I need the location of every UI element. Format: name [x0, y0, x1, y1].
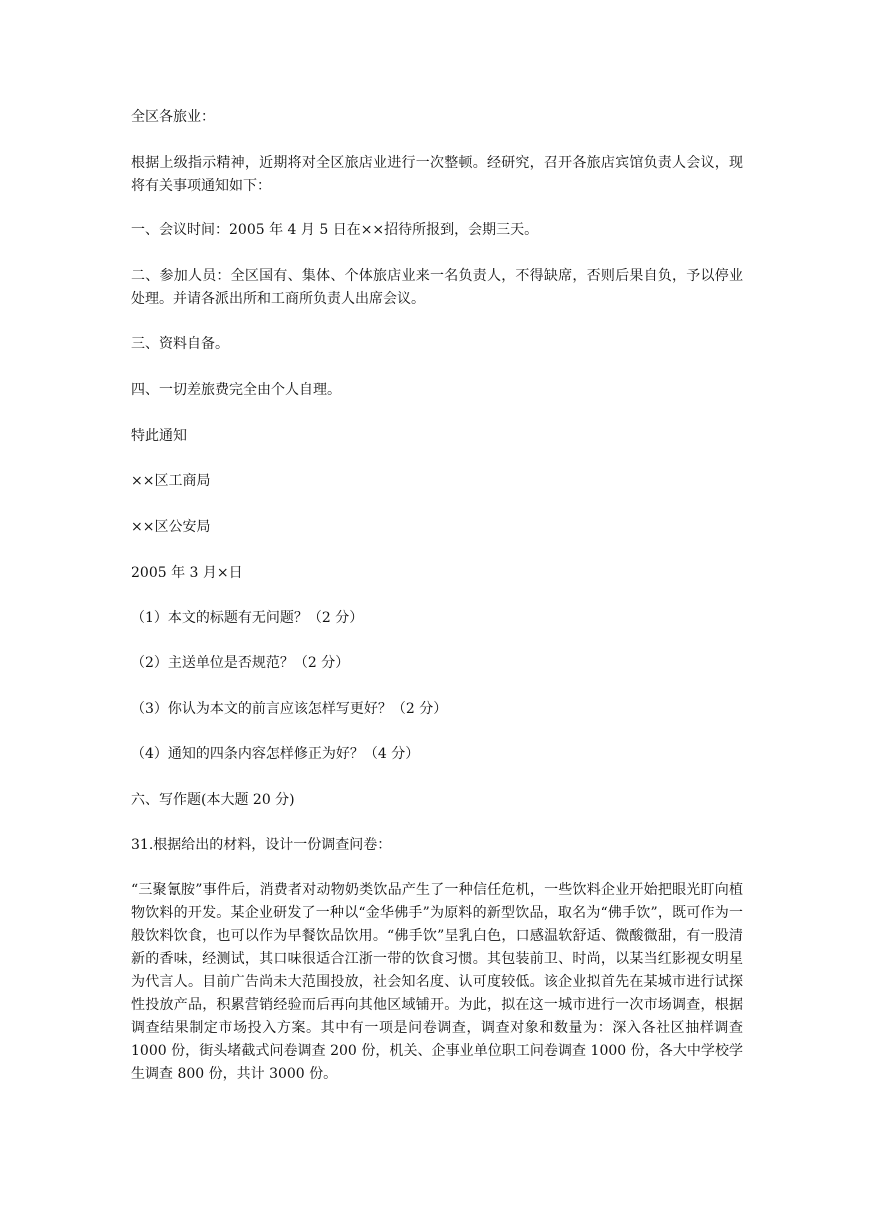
section-heading: 六、写作题(本大题 20 分): [131, 792, 295, 808]
issue-date: 2005 年 3 月×日: [131, 565, 243, 581]
question-4: （4）通知的四条内容怎样修正为好？（4 分）: [131, 746, 420, 762]
item-participants: 二、参加人员：全区国有、集体、个体旅店业来一名负责人，不得缺席，否则后果自负，予以停业处理。并请各派出所和工商所负责人出席会议。: [131, 268, 743, 307]
intro-paragraph: 根据上级指示精神，近期将对全区旅店业进行一次整顿。经研究，召开各旅店宾馆负责人会议，现将有关事项通知如下：: [131, 155, 743, 194]
issuer-police-bureau: ××区公安局: [131, 519, 211, 535]
item-materials: 三、资料自备。: [131, 336, 229, 352]
item-expenses: 四、一切差旅费完全由个人自理。: [131, 382, 341, 398]
question-2: （2）主送单位是否规范？（2 分）: [131, 655, 350, 671]
question-3: （3）你认为本文的前言应该怎样写更好？（2 分）: [131, 701, 448, 717]
question-1: （1）本文的标题有无问题？（2 分）: [131, 610, 364, 626]
task-prompt: 31.根据给出的材料，设计一份调查问卷：: [131, 837, 392, 853]
closing-line: 特此通知: [131, 428, 187, 444]
material-paragraph: “三聚氰胺”事件后，消费者对动物奶类饮品产生了一种信任危机，一些饮料企业开始把眼光盯向植物饮料的开发。某企业研发了一种以“金华佛手”为原料的新型饮品，取名为“佛手饮”，既可作为一般饮料饮食，也可以作为早餐饮品饮用。“佛手饮”呈乳白色，口感温软舒适、微酸微甜，有一股清新的香味，经测试，其口味很适合江浙一带的饮食习惯。其包装前卫、时尚，以某当红影视女明星为代言人。目前广告尚未大范围投放，社会知名度、认可度较低。该企业拟首先在某城市进行试探性投放产品，积累营销经验而后再向其他区域铺开。为此，拟在这一城市进行一次市场调查，根据调查结果制定市场投入方案。其中有一项是问卷调查，调查对象和数量为：深入各社区抽样调查 1000 份，街头堵截式问卷调查 200 份，机关、企事业单位职工问卷调查 1000 份，各大中学校学生调查 800 份，共计 3000 份。: [131, 882, 743, 1082]
salutation: 全区各旅业：: [131, 109, 215, 125]
item-meeting-time: 一、会议时间：2005 年 4 月 5 日在××招待所报到，会期三天。: [131, 222, 539, 238]
issuer-commerce-bureau: ××区工商局: [131, 473, 211, 489]
